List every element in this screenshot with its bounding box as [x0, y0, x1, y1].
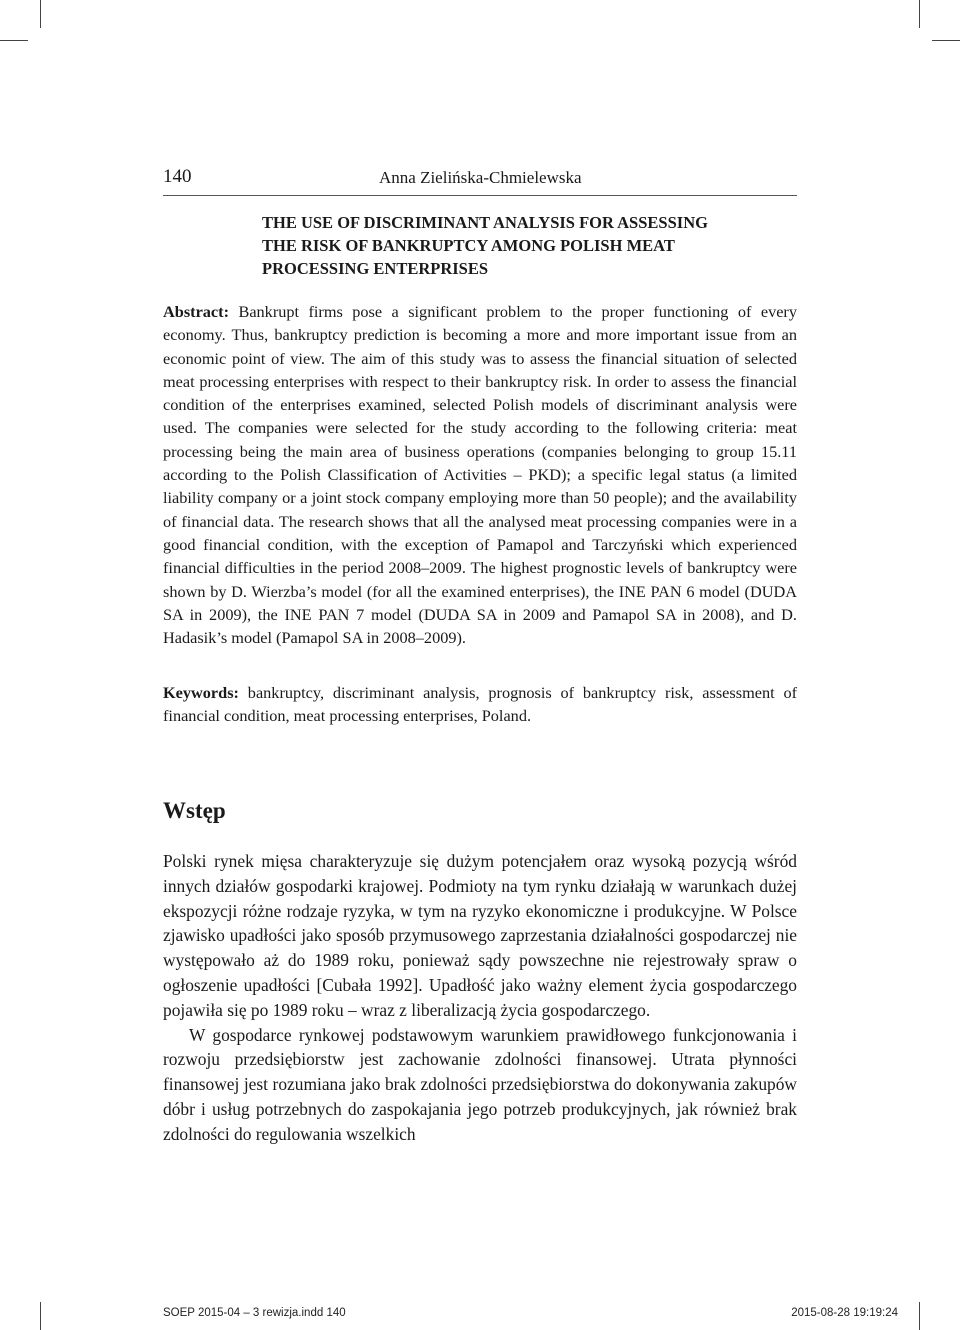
- page-number: 140: [163, 166, 192, 187]
- running-author: Anna Zielińska-Chmielewska: [379, 168, 582, 187]
- title-line: PROCESSING ENTERPRISES: [262, 259, 489, 278]
- crop-mark-top-right-h: [932, 40, 960, 41]
- article-title: [262, 211, 802, 280]
- footer-slug-file: SOEP 2015-04 – 3 rewizja.indd 140: [163, 1307, 346, 1319]
- section-heading: Wstęp: [163, 798, 226, 823]
- abstract: [163, 300, 797, 649]
- keywords-label: Keywords:: [163, 683, 239, 702]
- abstract-label: Abstract:: [163, 302, 230, 321]
- section-body: [163, 849, 797, 1147]
- footer-slug-timestamp: 2015-08-28 19:19:24: [791, 1307, 898, 1319]
- body-paragraph: W gospodarce rynkowej podstawowym warunkiem prawidłowego funkcjonowania i rozwoju przedsiębiorstw jest zachowanie zdolności finansowej. Utrata płynności finansowej jest rozumiana jako brak zdolności przedsiębiorstwa do dokonywania zakupów dóbr i usług potrzebnych do zaspokajania jego potrzeb produkcyjnych, jak również brak zdolności do regulowania wszelkich: [163, 1024, 797, 1144]
- crop-mark-top-left-h: [0, 40, 28, 41]
- crop-mark-bottom-left-v: [40, 1302, 41, 1330]
- title-line: THE RISK OF BANKRUPTCY AMONG POLISH MEAT: [262, 236, 675, 255]
- title-line: THE USE OF DISCRIMINANT ANALYSIS FOR ASSESSING: [262, 213, 708, 232]
- header-rule: [163, 195, 797, 196]
- crop-mark-top-left-v: [40, 0, 41, 28]
- crop-mark-bottom-right-v: [919, 1302, 920, 1330]
- abstract-text: Bankrupt firms pose a significant problem to the proper functioning of every economy. Thus, bankruptcy prediction is becoming a more and more important issue from an economic point of view. The aim of this study was to assess the financial situation of selected meat processing enterprises with respect to their bankruptcy risk. In order to assess the financial condition of the enterprises examined, selected Polish models of discriminant analysis were used. The companies were selected for the study according to the following criteria: meat processing being the main area of business operations (companies belonging to group 15.11 according to the Polish Classification of Activities – PKD); a specific legal status (a limited liability company or a joint stock company employing more than 50 people); and the availability of financial data. The research shows that all the analysed meat processing companies were in a good financial condition, with the exception of Pamapol and Tarczyński which experienced financial difficulties in the period 2008–2009. The highest prognostic levels of bankruptcy were shown by D. Wierzba’s model (for all the examined enterprises), the INE PAN 6 model (DUDA SA in 2009), the INE PAN 7 model (DUDA SA in 2009 and Pamapol SA in 2008), and D. Hadasik’s model (Pamapol SA in 2008–2009).: [163, 302, 797, 648]
- keywords: [163, 681, 797, 728]
- keywords-text: bankruptcy, discriminant analysis, prognosis of bankruptcy risk, assessment of financial condition, meat processing enterprises, Poland.: [163, 683, 798, 726]
- running-header: [163, 166, 797, 194]
- body-paragraph: Polski rynek mięsa charakteryzuje się dużym potencjałem oraz wysoką pozycją wśród innych działów gospodarki krajowej. Podmioty na tym rynku działają w warunkach dużej ekspozycji różne rodzaje ryzyka, w tym na ryzyko ekonomiczne i produkcyjne. W Polsce zjawisko upadłości jako sposób przymusowego zaprzestania działalności gospodarczej nie występowało aż do 1989 roku, ponieważ sądy powszechne nie rejestrowały spraw o ogłoszenie upadłości [Cubała 1992]. Upadłość jako ważny element życia gospodarczego pojawiła się po 1989 roku – wraz z liberalizacją życia gospodarczego.: [163, 851, 797, 1020]
- crop-mark-top-right-v: [919, 0, 920, 28]
